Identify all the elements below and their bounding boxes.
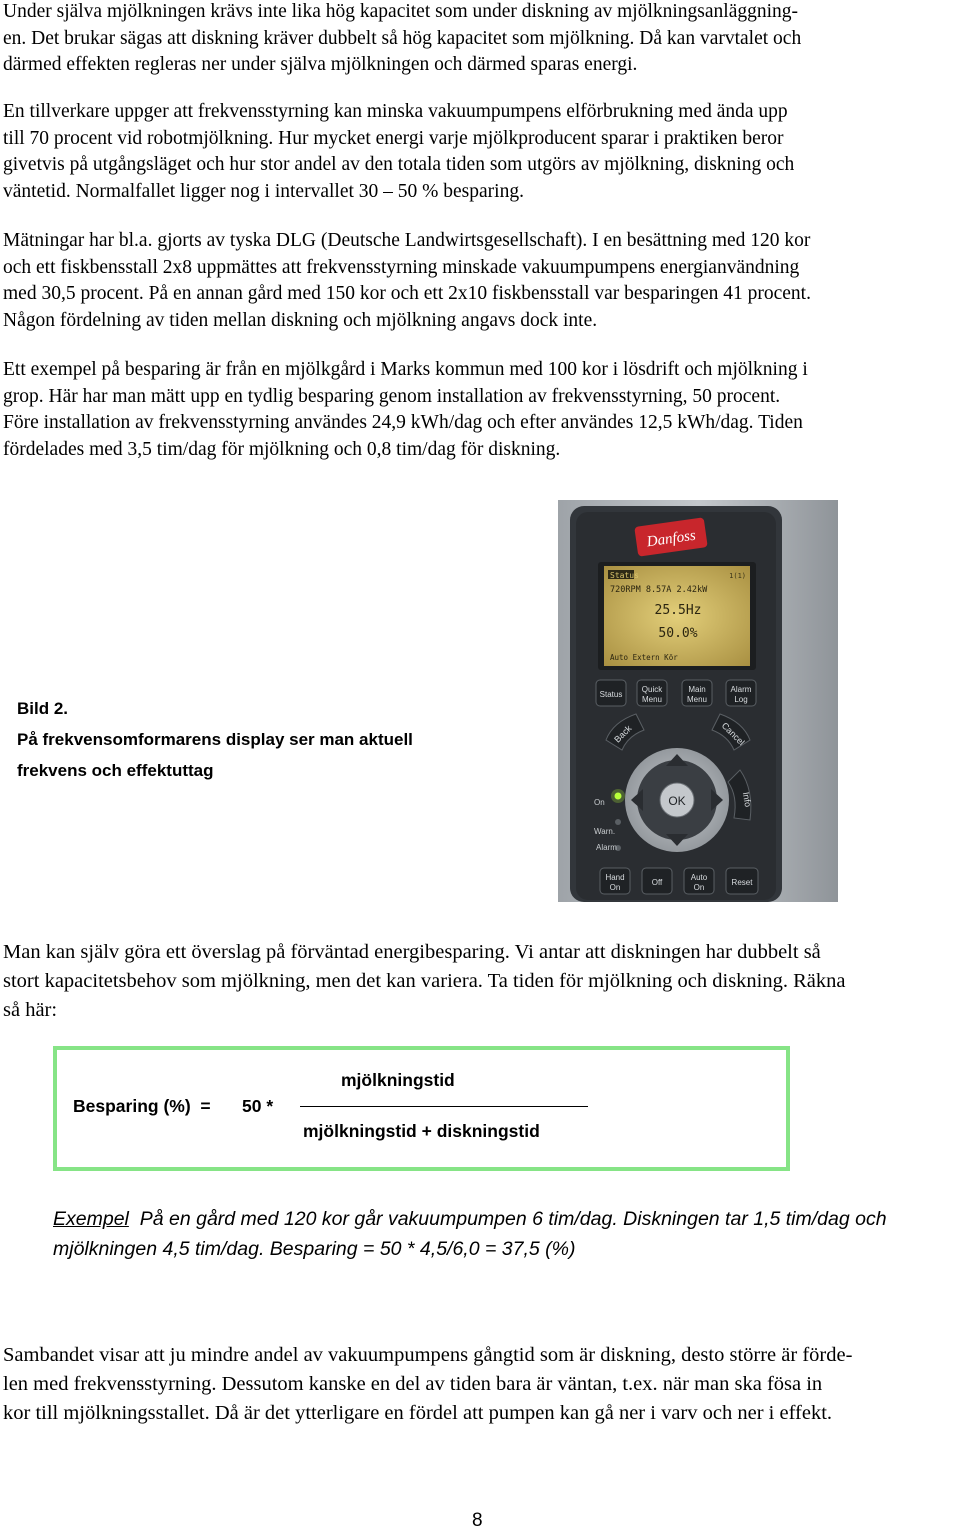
text-line: fördelades med 3,5 tim/dag för mjölkning och 0,8 tim/dag för diskning. [3, 438, 561, 460]
formula-denominator: mjölkningstid + diskningstid [303, 1121, 540, 1141]
text-line: Sambandet visar att ju mindre andel av vakuumpumpens gångtid som är diskning, desto större är förde- [3, 1344, 853, 1366]
lcd-percent: 50.0% [658, 626, 698, 641]
paragraph-3 [3, 228, 959, 334]
text-line: Under själva mjölkningen krävs inte lika hög kapacitet som under diskning av mjölkningsanläggning- [3, 1, 799, 22]
caption-line: frekvens och effektuttag [17, 761, 214, 780]
text-line: len med frekvensstyrning. Dessutom kanske en del av tiden bara är väntan, t.ex. när man ska fösa in [3, 1373, 823, 1395]
text-line: därmed effekten regleras ner under själva mjölkningen och därmed sparas energi. [3, 54, 638, 75]
svg-text:Off: Off [651, 878, 663, 887]
svg-text:Cancel: Cancel [719, 720, 747, 748]
text-line: En tillverkare uppger att frekvensstyrning kan minska vakuumpumpens elförbrukning med ända upp [3, 101, 788, 122]
formula-label: Besparing (%) = [73, 1096, 211, 1116]
caption-line: På frekvensomformarens display ser man aktuell [17, 730, 413, 749]
auto-on-key[interactable] [684, 868, 714, 894]
svg-text:Main: Main [688, 685, 706, 694]
paragraph-5 [3, 938, 959, 1025]
hand-on-key[interactable] [600, 868, 630, 894]
text-line: väntetid. Normalfallet ligger nog i intervallet 30 – 50 % besparing. [3, 180, 524, 202]
figure-caption [17, 693, 477, 786]
paragraph-6 [3, 1341, 959, 1428]
ok-key[interactable] [660, 783, 694, 817]
off-key[interactable] [642, 868, 672, 894]
text-line: Före installation av frekvensstyrning användes 24,9 kWh/dag och efter användes 12,5 kWh/dag. Tiden [3, 412, 803, 433]
svg-text:Log: Log [734, 695, 748, 704]
svg-text:OK: OK [668, 794, 686, 808]
page-number: 8 [472, 1510, 483, 1531]
svg-text:On: On [609, 883, 621, 892]
svg-text:Auto: Auto [690, 873, 708, 882]
svg-text:Menu: Menu [641, 695, 663, 704]
example-line: mjölkningen 4,5 tim/dag. Besparing = 50 * 4,5/6,0 = 37,5 (%) [53, 1237, 576, 1260]
navigation-pad[interactable] [625, 748, 729, 852]
svg-text:Danfoss: Danfoss [645, 527, 697, 551]
text-line: Ett exempel på besparing är från en mjölkgård i Marks kommun med 100 kor i lösdrift och mjölkning i [3, 359, 808, 380]
lcd-corner: 1(1) [729, 572, 746, 580]
svg-text:Warn.: Warn. [594, 827, 616, 836]
paragraph-2 [3, 99, 959, 205]
text-line: Man kan själv göra ett överslag på förväntad energibesparing. Vi antar att diskningen har dubbelt så [3, 941, 821, 963]
formula-multiplier: 50 * [242, 1096, 274, 1116]
svg-text:Alarm: Alarm [730, 685, 752, 694]
lcd-status: Status [610, 571, 639, 580]
svg-text:On: On [693, 883, 705, 892]
lcd-readout: 720RPM 8.57A 2.42kW [610, 585, 708, 595]
formula-numerator: mjölkningstid [341, 1070, 455, 1090]
alarm-log-key[interactable] [726, 680, 756, 706]
svg-text:Status: Status [599, 690, 623, 699]
text-line: till 70 procent vid robotmjölkning. Hur mycket energi varje mjölkproducent sparar i praktiken beror [3, 127, 784, 149]
svg-text:On: On [594, 798, 605, 807]
quick-menu-key[interactable] [637, 680, 667, 706]
svg-text:Alarm: Alarm [596, 843, 617, 852]
paragraph-4 [3, 357, 959, 463]
svg-text:Back: Back [612, 723, 634, 745]
text-line: stort kapacitetsbehov som mjölkning, men det kan variera. Ta tiden för mjölkning och diskning. Räkna [3, 970, 846, 992]
svg-text:Reset: Reset [731, 878, 753, 887]
lcd-display [598, 562, 756, 670]
lcd-frequency: 25.5Hz [654, 603, 702, 618]
text-line: och ett fiskbensstall 2x8 uppmättes att frekvensstyrning minskade vakuumpumpens energianvändning [3, 256, 800, 278]
formula-box [53, 1046, 790, 1171]
svg-text:Menu: Menu [686, 695, 708, 704]
text-line: grop. Här har man mätt upp en tydlig besparing genom installation av frekvensstyrning, 50 procent. [3, 385, 781, 407]
fraction-bar [300, 1106, 588, 1107]
svg-text:Hand: Hand [605, 873, 625, 882]
example-line: Exempel På en gård med 120 kor går vakuumpumpen 6 tim/dag. Diskningen tar 1,5 tim/dag och [53, 1208, 887, 1230]
example-block [53, 1205, 887, 1264]
svg-text:Quick: Quick [641, 685, 663, 694]
text-line: Någon fördelning av tiden mellan diskning och mjölkning angavs dock inte. [3, 309, 598, 331]
text-line: med 30,5 procent. På en annan gård med 150 kor och ett 2x10 fiskbensstall var besparingen 41 procent. [3, 283, 811, 304]
paragraph-1 [3, 0, 959, 79]
text-line: så här: [3, 999, 58, 1021]
drive-panel-photo [558, 500, 838, 902]
example-label: Exempel [53, 1208, 129, 1230]
svg-text:Info: Info [740, 791, 754, 808]
reset-key[interactable] [726, 868, 758, 894]
text-line: en. Det brukar sägas att diskning kräver dubbelt så hög kapacitet som mjölkning. Då kan varvtalet och [3, 27, 802, 49]
lcd-footer: Auto Extern Kör [610, 653, 678, 662]
text-line: kor till mjölkningsstallet. Då är det ytterligare en fördel att pumpen kan gå ner i varv och ner i effekt. [3, 1402, 833, 1424]
main-menu-key[interactable] [682, 680, 712, 706]
text-line: Mätningar har bl.a. gjorts av tyska DLG (Deutsche Landwirtsgesellschaft). I en besättning med 120 kor [3, 230, 811, 251]
caption-label: Bild 2. [17, 699, 69, 718]
text-line: givetvis på utgångsläget och hur stor andel av den totala tiden som utgörs av mjölkning, diskning och [3, 154, 795, 175]
status-key[interactable] [596, 680, 626, 706]
